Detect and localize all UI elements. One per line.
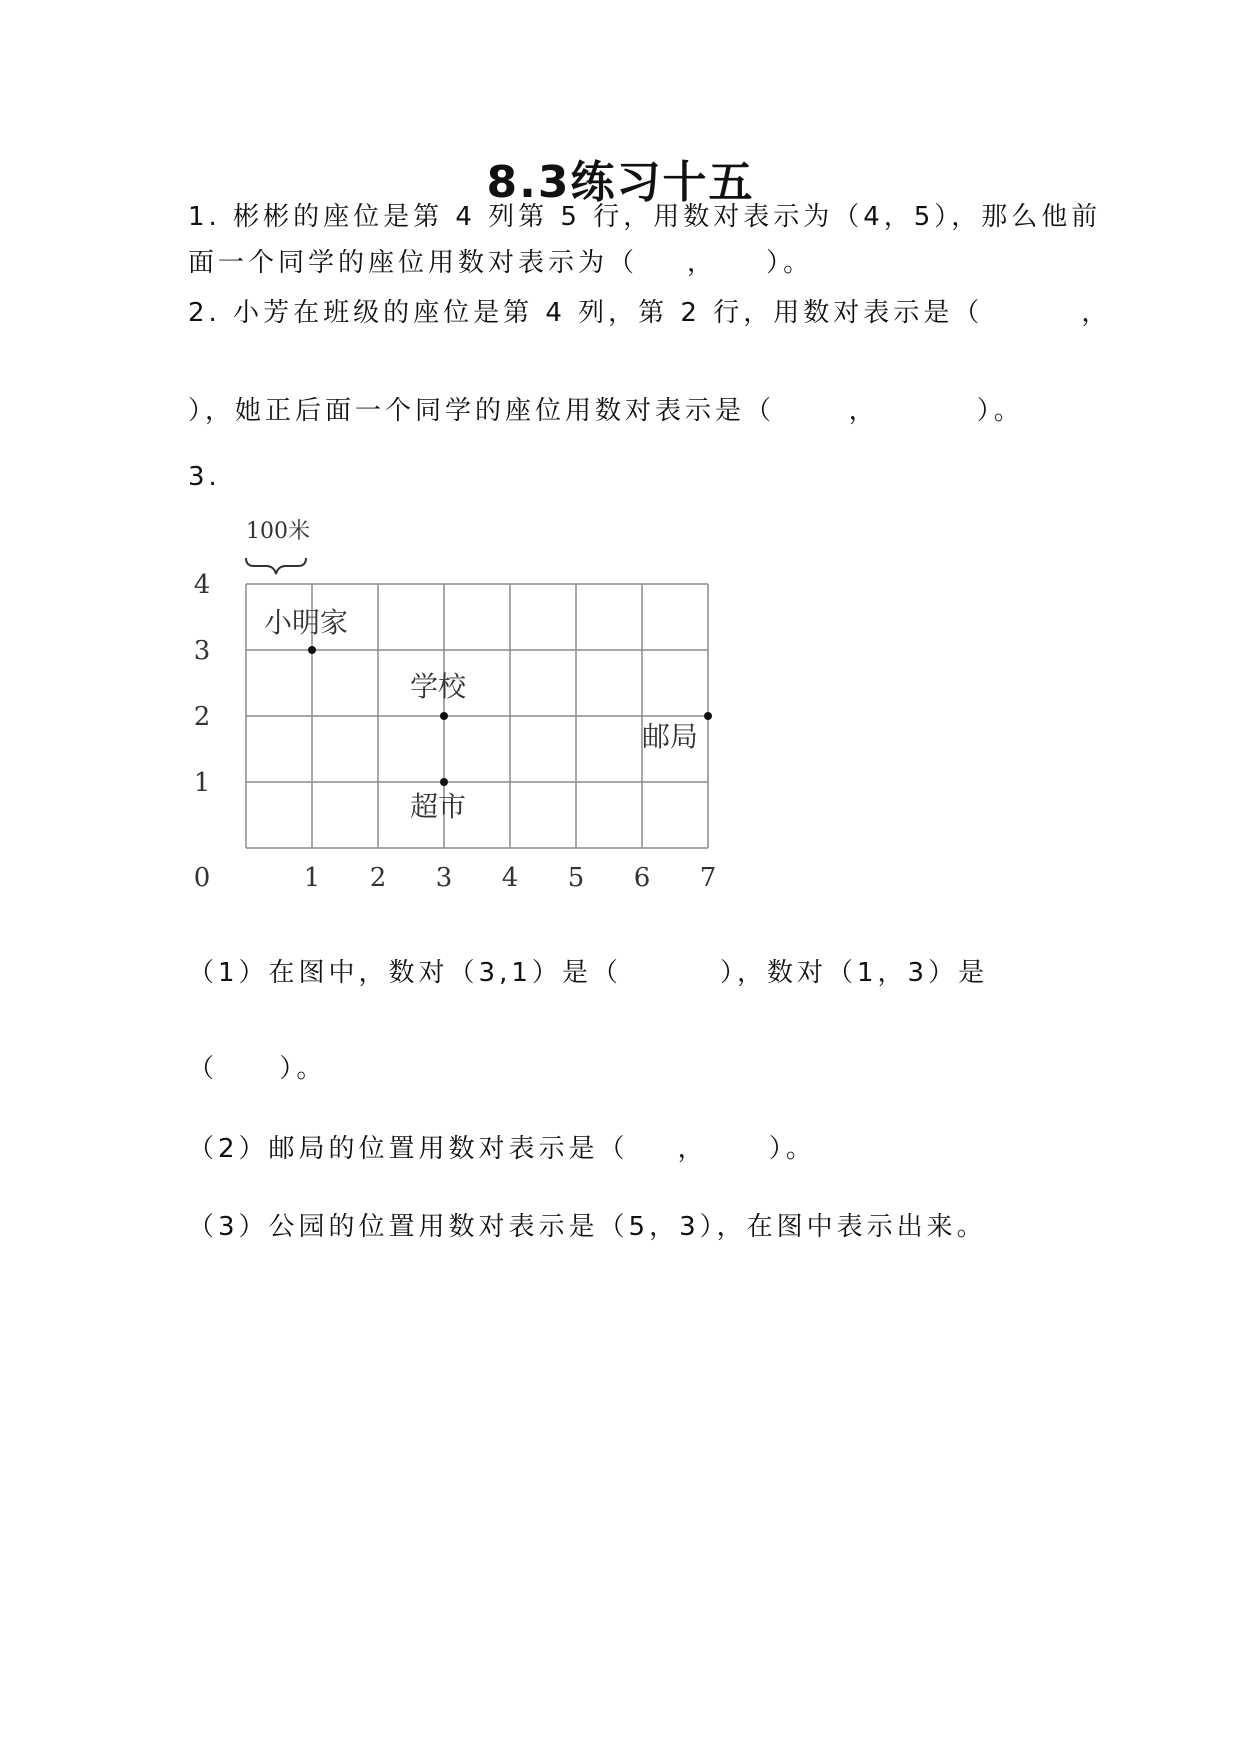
place-label: 小明家 bbox=[264, 606, 349, 639]
y-tick-label: 3 bbox=[193, 636, 211, 666]
place-label: 邮局 bbox=[642, 720, 699, 753]
question-1-line-1: 1. 彬彬的座位是第 4 列第 5 行，用数对表示为（4，5），那么他前 bbox=[188, 202, 1102, 232]
y-tick-label: 2 bbox=[193, 702, 211, 732]
question-1-line-2: 面一个同学的座位用数对表示为（ ， ）。 bbox=[188, 248, 814, 278]
x-tick-label: 1 bbox=[303, 863, 321, 893]
x-tick-label: 6 bbox=[633, 863, 651, 893]
x-tick-label: 3 bbox=[435, 863, 453, 893]
x-tick-label: 5 bbox=[567, 863, 585, 893]
question-3-label: 3. bbox=[188, 462, 221, 492]
place-point bbox=[440, 712, 448, 720]
x-tick-label: 7 bbox=[699, 863, 717, 893]
place-point bbox=[704, 712, 712, 720]
scale-brace bbox=[246, 558, 306, 574]
place-markers bbox=[264, 606, 712, 823]
x-axis-tick-labels bbox=[194, 863, 717, 893]
place-label: 学校 bbox=[410, 670, 467, 703]
question-2-line-2: ），她正后面一个同学的座位用数对表示是（ ， ）。 bbox=[188, 396, 1024, 426]
place-point bbox=[440, 778, 448, 786]
x-tick-label: 0 bbox=[193, 863, 211, 893]
x-tick-label: 2 bbox=[369, 863, 387, 893]
question-3-1-line-2: （ ）。 bbox=[188, 1054, 327, 1084]
coordinate-grid bbox=[193, 508, 736, 898]
question-2-line-1: 2. 小芳在班级的座位是第 4 列，第 2 行，用数对表示是（ ， bbox=[188, 298, 1112, 328]
coordinate-grid-figure bbox=[193, 508, 736, 902]
y-tick-label: 4 bbox=[193, 570, 211, 600]
place-label: 超市 bbox=[410, 790, 467, 823]
page-title: 8.3练习十五 bbox=[486, 157, 755, 208]
scale-label: 100米 bbox=[246, 519, 310, 544]
question-3-2: （2）邮局的位置用数对表示是（ ， ）。 bbox=[188, 1134, 816, 1164]
x-tick-label: 4 bbox=[501, 863, 519, 893]
y-tick-label: 1 bbox=[193, 768, 211, 798]
question-3-3: （3）公园的位置用数对表示是（5，3），在图中表示出来。 bbox=[188, 1212, 987, 1242]
question-3-1-line-1: （1）在图中，数对（3,1）是（ ），数对（1，3）是 bbox=[188, 958, 989, 988]
y-axis-tick-labels bbox=[194, 570, 211, 798]
place-point bbox=[308, 646, 316, 654]
